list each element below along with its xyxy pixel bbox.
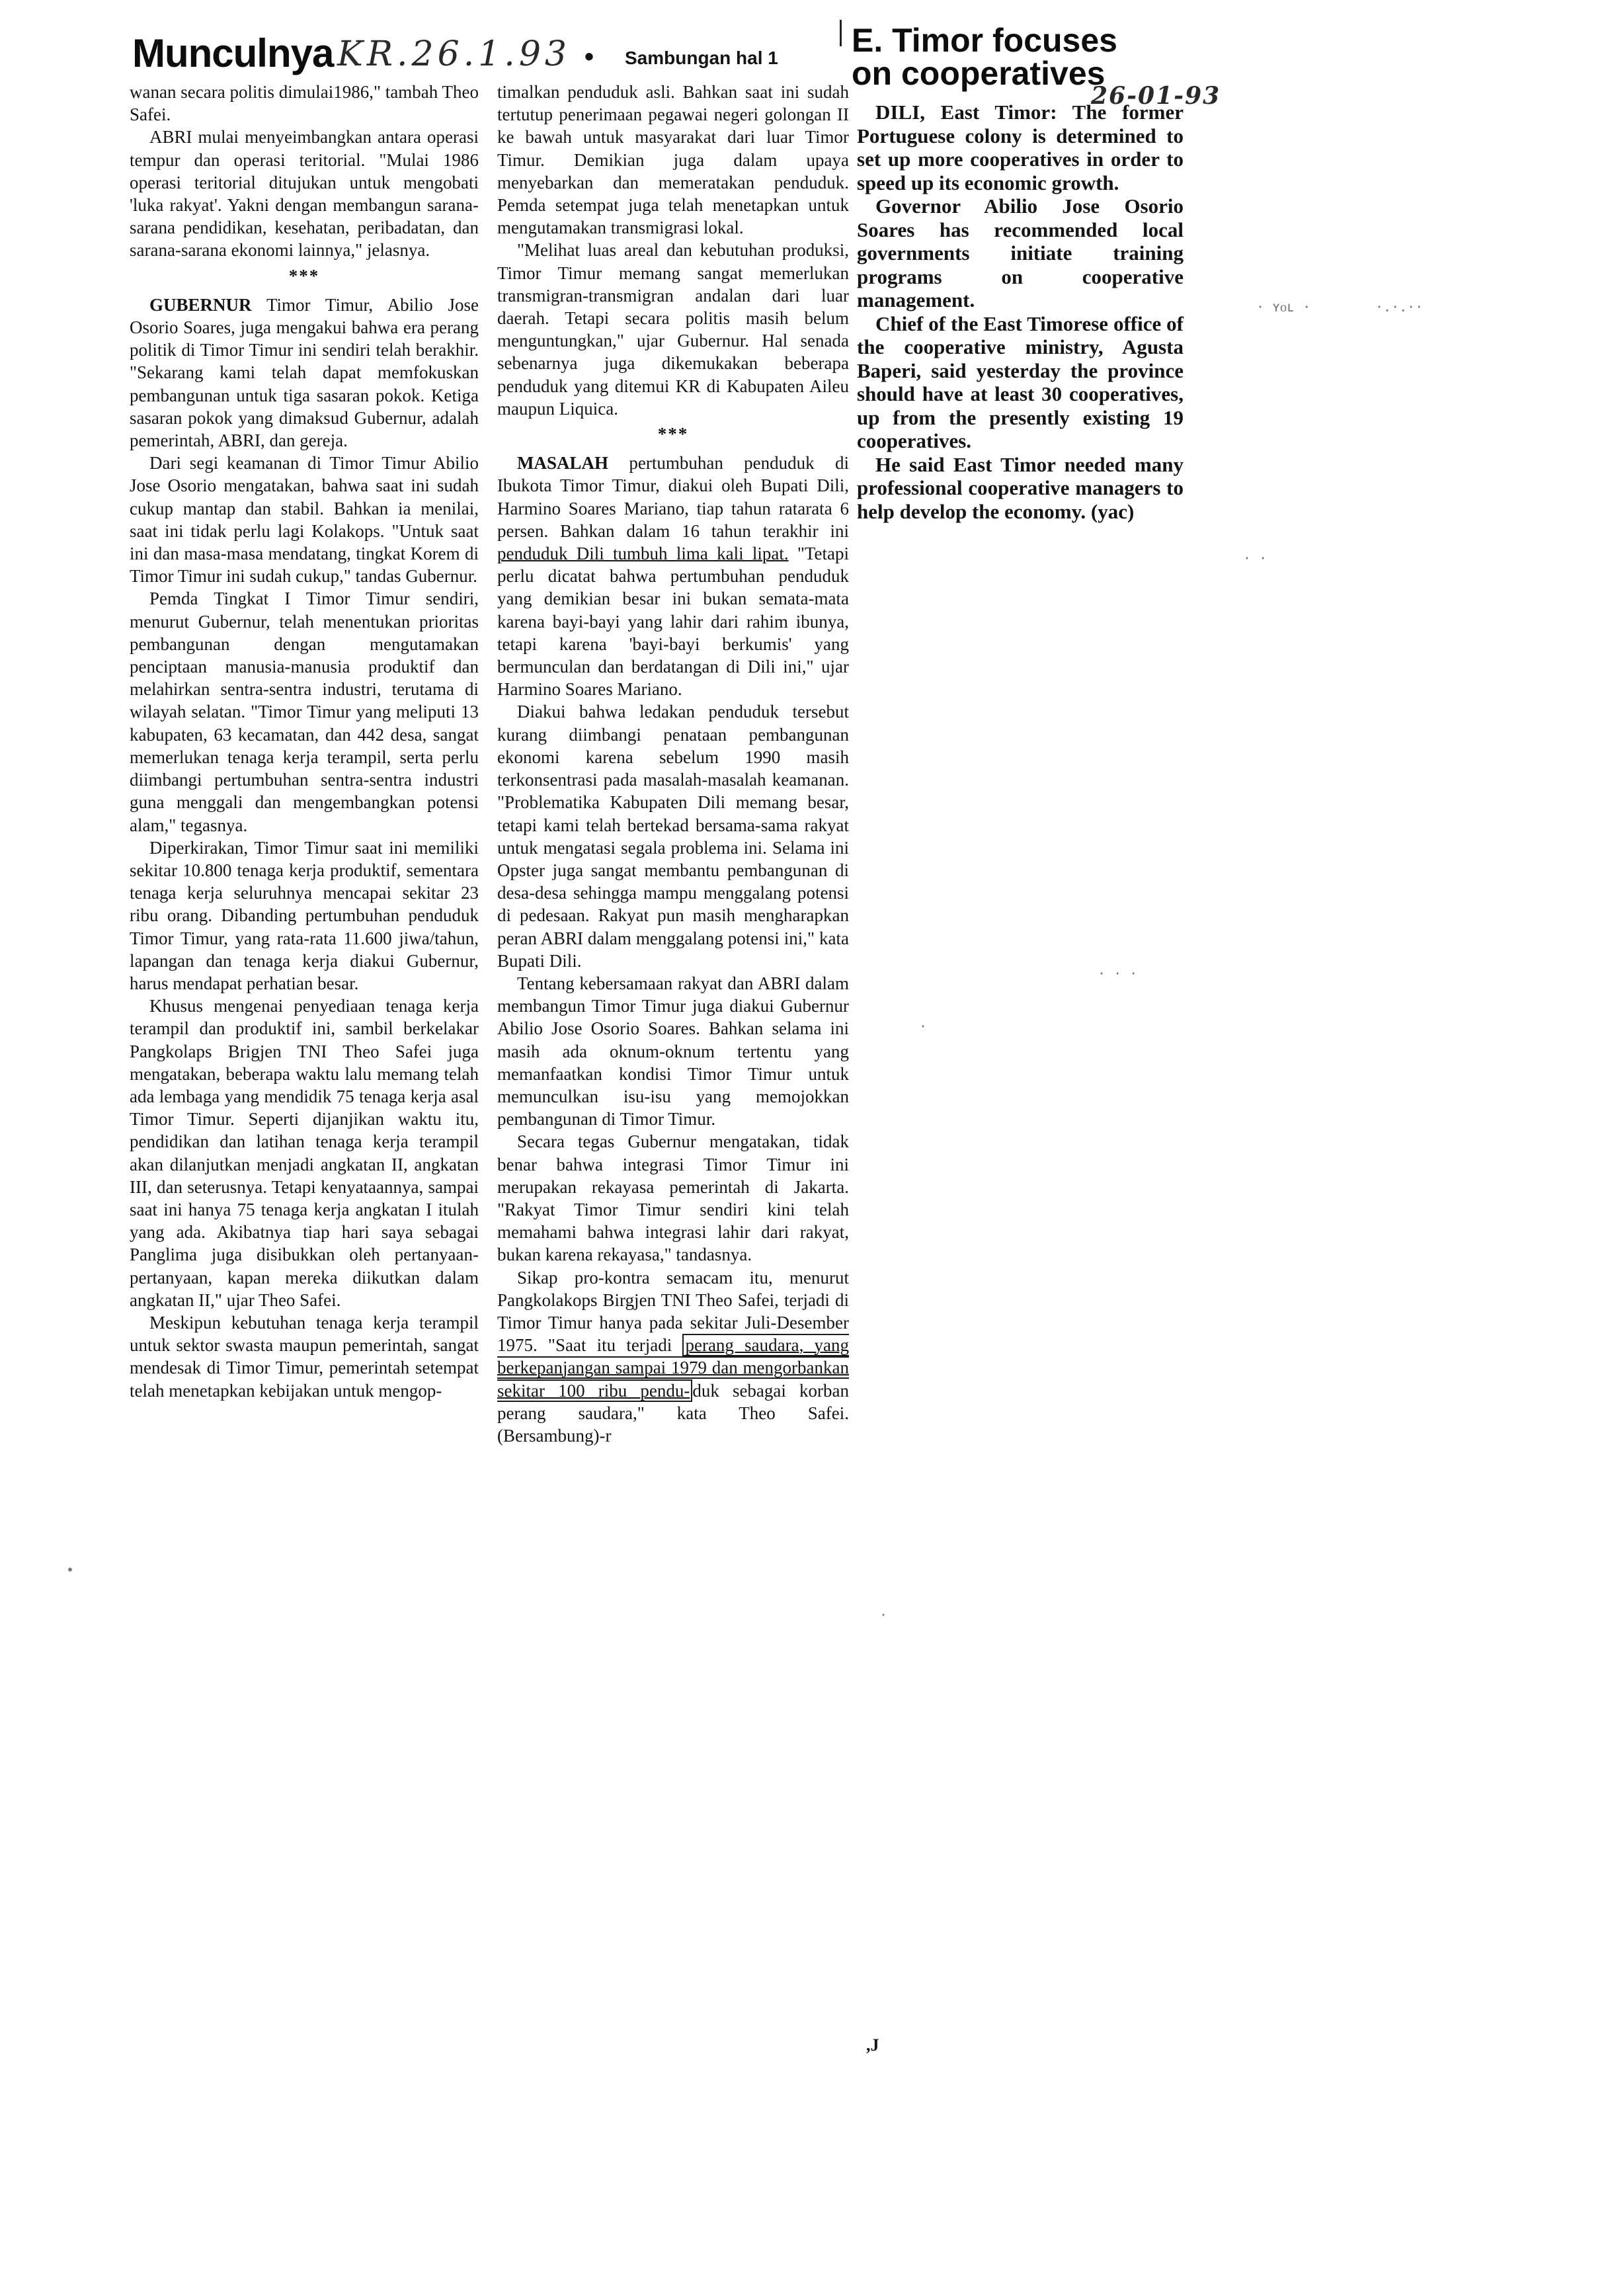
paragraph-text: Tentang kebersamaan rakyat dan ABRI dalam membangun Timor Timur juga diakui Gubernur Abilio Jose Osorio Soares. Bahkan selama ini masih ada oknum-oknum tertentu yang memanfaatkan kondisi Timor Timur untuk memunculkan isu-isu yang memojokkan pembangunan di Timor Timur. xyxy=(497,973,849,1129)
paragraph-text: Sikap pro-kontra semacam itu, menurut Pangkolakops Birgjen TNI Theo Safei, terjadi di Timor Timur hanya pada sekitar Juli-Desember 1975. "Saat itu terjadi xyxy=(497,1267,849,1356)
paragraph-lead: MASALAH xyxy=(517,453,609,473)
scan-speck: · · xyxy=(1243,550,1267,566)
page-mark: ,J xyxy=(866,2035,879,2055)
right-article-headline xyxy=(852,24,1222,90)
paragraph-text: ABRI mulai menyeimbangkan antara operasi tempur dan operasi teritorial. "Mulai 1986 operasi teritorial ditujukan untuk mengobati 'luka rakyat'. Yakni dengan membangun sarana-sarana pendidikan, kesehatan, peribadatan, dan sarana-sarana ekonomi lainnya," jelasnya. xyxy=(130,127,479,261)
scan-speck: • xyxy=(66,1562,75,1578)
paragraph xyxy=(130,587,479,836)
paragraph xyxy=(130,294,479,452)
paragraph-text: Meskipun kebutuhan tenaga kerja terampil untuk sektor swasta maupun pemerintah, sangat mendesak di Timor Timur, pemerintah setempat telah menetapkan kebijakan untuk mengop- xyxy=(130,1312,479,1401)
paragraph xyxy=(497,81,849,239)
left-article-column-2 xyxy=(497,81,849,1447)
scan-speck: · xyxy=(919,1018,928,1034)
left-article-column-1 xyxy=(130,81,479,1402)
headline-line-2: on cooperatives xyxy=(852,55,1106,92)
scan-speck: · · · xyxy=(1098,965,1138,981)
paragraph xyxy=(497,1266,849,1448)
paragraph xyxy=(857,194,1184,312)
paragraph-text: Diperkirakan, Timor Timur saat ini memiliki sekitar 10.800 tenaga kerja produktif, sementara tenaga kerja seluruhnya mencapai sekitar 23 ribu orang. Dibanding pertumbuhan penduduk Timor Timur, yang rata-rata 11.600 jiwa/tahun, lapangan dan tenaga kerja diakui Gubernur, harus mendapat perhatian besar. xyxy=(130,837,479,993)
paragraph-text: timalkan penduduk asli. Bahkan saat ini sudah tertutup penerimaan pegawai negeri golongan II ke bawah untuk masyarakat dari luar Timor Timur. Demikian juga dalam upaya menyebarkan dan memeratakan penduduk. Pemda setempat juga telah menetapkan untuk mengutamakan transmigrasi lokal. xyxy=(497,82,849,238)
paragraph-text: Timor Timur, Abilio Jose Osorio Soares, juga mengakui bahwa era perang politik di Timor Timur ini sendiri telah berakhir. "Sekarang kami telah dapat memfokuskan pembangunan untuk tiga sasaran pokok. Ketiga sasaran pokok yang dimaksud Gubernur, adalah pemerintah, ABRI, dan gereja. xyxy=(130,294,479,451)
paragraph xyxy=(497,700,849,971)
underlined-passage: penduduk Dili tumbuh lima kali lipat. xyxy=(497,544,789,564)
paragraph xyxy=(857,101,1184,194)
paragraph xyxy=(130,1311,479,1402)
paragraph xyxy=(857,453,1184,524)
paragraph xyxy=(130,837,479,995)
scan-speck: · xyxy=(879,1607,888,1623)
scan-speck: ·.·.·· xyxy=(1375,299,1424,315)
paragraph-text: "Melihat luas areal dan kebutuhan produksi, Timor Timur memang sangat memerlukan transmigran-transmigran andalan dari luar daerah. Tetapi secara politis masih belum menguntungkan," ujar Gubernur. Hal senada sebenarnya juga dikemukakan beberapa penduduk yang ditemui KR di Kabupaten Aileu maupun Liquica. xyxy=(497,240,849,419)
paragraph-text: pertumbuhan penduduk di Ibukota Timor Timur, diakui oleh Bupati Dili, Harmino Soares Mariano, tiap tahun ratarata 6 persen. Bahkan dalam 16 tahun terakhir ini xyxy=(497,453,849,541)
paragraph-text: Dari segi keamanan di Timor Timur Abilio Jose Osorio mengatakan, bahwa saat ini sudah cukup mantap dan stabil. Bahkan ia menilai, saat ini tidak perlu lagi Kolakops. "Untuk saat ini dan masa-masa mendatang, tingkat Korem di Timor Timur ini sudah cukup," tandas Gubernur. xyxy=(130,453,479,587)
column-rule xyxy=(840,20,842,46)
scan-speck: · ʏᴏʟ · xyxy=(1256,299,1311,315)
paragraph xyxy=(497,972,849,1130)
section-separator: *** xyxy=(288,265,320,286)
paragraph-text: "Tetapi perlu dicatat bahwa pertumbuhan penduduk yang demikian besar ini bukan semata-mata karena bayi-bayi yang lahir dari rahim ibunya, tetapi karena 'bayi-bayi berkumis' yang bermunculan dan berdatangan di Dili ini," ujar Harmino Soares Mariano. xyxy=(497,544,849,700)
handwritten-date-right: 26-01-93 xyxy=(1091,82,1221,110)
paragraph xyxy=(130,452,479,587)
left-article-headline xyxy=(132,30,333,77)
paragraph xyxy=(497,452,849,700)
paragraph xyxy=(130,995,479,1311)
byline: (yac) xyxy=(1090,499,1135,523)
paragraph-text: Khusus mengenai penyediaan tenaga kerja terampil dan produktif ini, sambil berkelakar Pangkolaps Brigjen TNI Theo Safei juga mengatakan, beberapa waktu lalu memang telah ada lembaga yang mendidik 75 tenaga kerja asal Timor Timur. Seperti dijanjikan waktu itu, pendidikan dan latihan tenaga kerja terampil akan dilanjutkan menjadi angkatan II, angkatan III, dan seterusnya. Tetapi kenyataannya, sampai saat ini hanya 75 tenaga kerja angkatan I itulah yang ada. Akibatnya tiap hari saya sebagai Panglima juga disibukkan oleh pertanyaan-pertanyaan, kapan mereka diikutkan dalam angkatan II," ujar Theo Safei. xyxy=(130,996,479,1310)
continuation-note: Sambungan hal 1 xyxy=(625,48,778,68)
paragraph xyxy=(497,239,849,420)
bullet-dot: • xyxy=(584,42,594,71)
paragraph-text: Diakui bahwa ledakan penduduk tersebut kurang diimbangi penataan pembangunan ekonomi karena sebelum 1990 masih terkonsentrasi pada masalah-masalah keamanan. "Problematika Kabupaten Dili memang besar, tetapi kami telah bertekad bersama-sama rakyat untuk mengatasi segala problema ini. Selama ini Opster juga sangat membantu pembangunan di desa-desa sehingga mampu menggalang potensi di pedesaan. Rakyat pun masih mengharapkan peran ABRI dalam menggalang potensi ini," kata Bupati Dili. xyxy=(497,702,849,971)
paragraph xyxy=(130,81,479,126)
paragraph-text: DILI, East Timor: The former Portuguese colony is determined to set up more cooperatives in order to speed up its economic growth. xyxy=(857,101,1184,194)
paragraph xyxy=(497,1130,849,1266)
paragraph-text: Chief of the East Timorese office of the cooperative ministry, Agusta Baperi, said yesterday the province should have at least 30 cooperatives, up from the presently existing 19 cooperatives. xyxy=(857,311,1184,452)
boxed-passage: perang saudara, yang berkepanjangan sampai 1979 dan mengorbankan sekitar 100 ribu pendu- xyxy=(497,1335,849,1401)
paragraph xyxy=(857,312,1184,453)
handwritten-date-left: KR.26.1.93 xyxy=(337,34,571,74)
paragraph-text: Governor Abilio Jose Osorio Soares has recommended local governments initiate training programs on cooperative management. xyxy=(857,194,1184,311)
headline-text: Munculnya xyxy=(132,31,334,75)
paragraph-text: Secara tegas Gubernur mengatakan, tidak benar bahwa integrasi Timor Timur ini merupakan rekayasa pemerintah di Jakarta. "Rakyat Timor Timur sendiri kini telah memahami bahwa integrasi lahir dari rakyat, bukan karena rekayasa," tandasnya. xyxy=(497,1131,849,1265)
paragraph xyxy=(130,126,479,261)
paragraph-text: Pemda Tingkat I Timor Timur sendiri, menurut Gubernur, telah menentukan prioritas pembangunan dengan mengutamakan penciptaan manusia-manusia produktif dan melahirkan sentra-sentra industri, terutama di wilayah selatan. "Timor Timur yang meliputi 13 kabupaten, 63 kecamatan, dan 442 desa, sangat memerlukan tenaga kerja terampil, serta perlu diimbangi pertumbuhan sentra-sentra industri guna menggali dan mengembangkan potensi alam," tegasnya. xyxy=(130,589,479,835)
paragraph-lead: GUBERNUR xyxy=(149,294,252,315)
paragraph-text: duk sebagai korban perang saudara," kata Theo Safei. (Bersambung)-r xyxy=(497,1380,849,1446)
right-article-body xyxy=(857,101,1184,523)
section-separator: *** xyxy=(657,424,689,444)
paragraph-text: He said East Timor needed many professional cooperative managers to help develop the economy. xyxy=(857,452,1184,523)
paragraph-text: wanan secara politis dimulai1986," tambah Theo Safei. xyxy=(130,82,479,125)
headline-line-1: E. Timor focuses xyxy=(852,22,1117,59)
